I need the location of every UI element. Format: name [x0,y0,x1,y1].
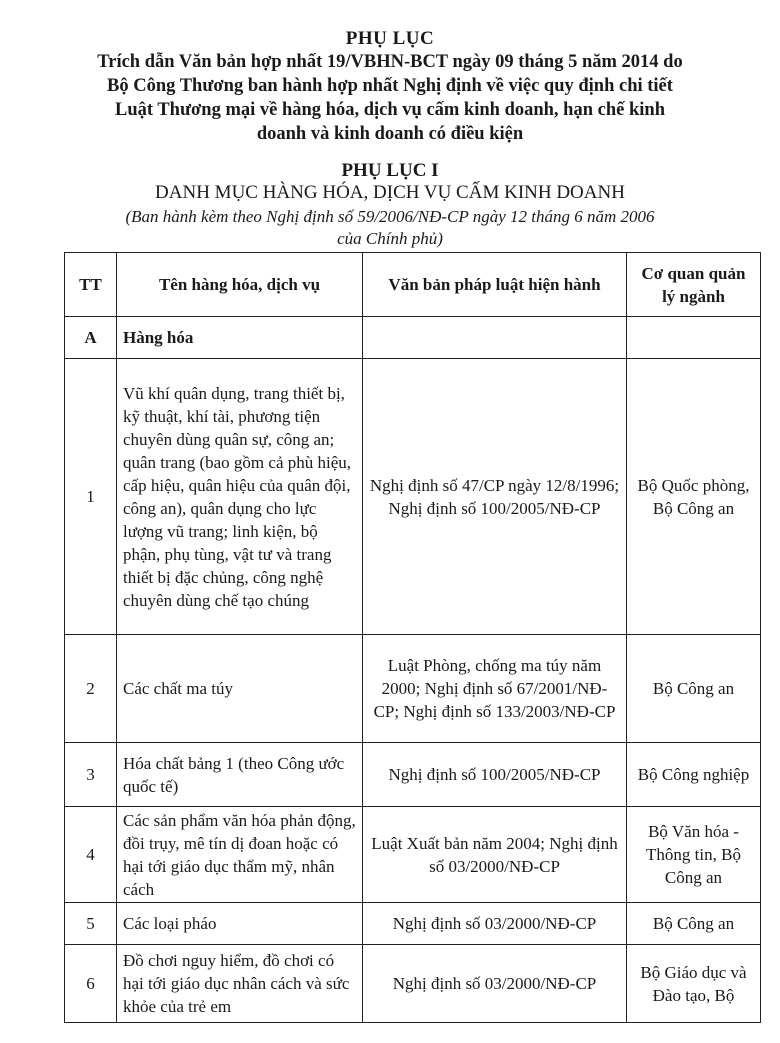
legal-document: Luật Xuất bản năm 2004; Nghị định số 03/2000/NĐ-CP [363,807,627,903]
column-header-agency: Cơ quan quản lý ngành [627,253,761,317]
column-header-name: Tên hàng hóa, dịch vụ [117,253,363,317]
subtitle-line: doanh và kinh doanh có điều kiện [256,124,524,144]
prohibited-goods-table [64,252,761,1023]
table-row [65,903,761,945]
row-number: 3 [65,743,117,807]
row-number: 1 [65,359,117,635]
goods-name: Đồ chơi nguy hiểm, đồ chơi có hại tới giáo dục nhân cách và sức khỏe của trẻ em [117,945,363,1023]
subtitle-line: Bộ Công Thương ban hành hợp nhất Nghị định về việc quy định chi tiết [107,76,673,96]
table-row [65,635,761,743]
managing-agency: Bộ Công an [627,635,761,743]
column-header-law: Văn bản pháp luật hiện hành [363,253,627,317]
managing-agency: Bộ Văn hóa - Thông tin, Bộ Công an [627,807,761,903]
list-title: DANH MỤC HÀNG HÓA, DỊCH VỤ CẤM KINH DOANH [155,182,625,203]
empty-cell [363,317,627,359]
subtitle-line: Trích dẫn Văn bản hợp nhất 19/VBHN-BCT ngày 09 tháng 5 năm 2014 do [97,52,683,72]
goods-name: Hóa chất bảng 1 (theo Công ước quốc tế) [117,743,363,807]
document-subtitle [40,50,740,146]
column-header-tt: TT [65,253,117,317]
document-title: PHỤ LỤC [345,28,435,49]
table-row [65,807,761,903]
empty-cell [627,317,761,359]
subtitle-line: Luật Thương mại về hàng hóa, dịch vụ cấm kinh doanh, hạn chế kinh [115,100,665,120]
managing-agency: Bộ Quốc phòng, Bộ Công an [627,359,761,635]
managing-agency: Bộ Giáo dục và Đào tạo, Bộ [627,945,761,1023]
row-number: 4 [65,807,117,903]
table-row [65,743,761,807]
legal-document: Nghị định số 03/2000/NĐ-CP [363,945,627,1023]
section-code: A [65,317,117,359]
legal-document: Nghị định số 47/CP ngày 12/8/1996; Nghị định số 100/2005/NĐ-CP [363,359,627,635]
managing-agency: Bộ Công nghiệp [627,743,761,807]
section-name: Hàng hóa [117,317,363,359]
appendix-title: PHỤ LỤC I [341,160,439,181]
row-number: 5 [65,903,117,945]
legal-document: Luật Phòng, chống ma túy năm 2000; Nghị định số 67/2001/NĐ-CP; Nghị định số 133/2003/NĐ-CP [363,635,627,743]
table-header-row [65,253,761,317]
note-line: của Chính phủ) [337,229,443,248]
row-number: 2 [65,635,117,743]
managing-agency: Bộ Công an [627,903,761,945]
goods-name: Các sản phẩm văn hóa phản động, đồi trụy, mê tín dị đoan hoặc có hại tới giáo dục thẩm mỹ, nhân cách [117,807,363,903]
note-line: (Ban hành kèm theo Nghị định số 59/2006/NĐ-CP ngày 12 tháng 6 năm 2006 [125,207,655,226]
row-number: 6 [65,945,117,1023]
legal-document: Nghị định số 03/2000/NĐ-CP [363,903,627,945]
goods-name: Các chất ma túy [117,635,363,743]
table-row [65,359,761,635]
issuance-note [40,206,740,250]
goods-name: Vũ khí quân dụng, trang thiết bị, kỹ thuật, khí tài, phương tiện chuyên dùng quân sự, công an; quân trang (bao gồm cả phù hiệu, cấp hiệu, quân hiệu của quân đội, công an), quân dụng cho lực lượng vũ trang; linh kiện, bộ phận, phụ tùng, vật tư và trang thiết bị đặc chủng, công nghệ chuyên dùng chế tạo chúng [117,359,363,635]
legal-document: Nghị định số 100/2005/NĐ-CP [363,743,627,807]
section-row [65,317,761,359]
table-row [65,945,761,1023]
goods-name: Các loại pháo [117,903,363,945]
